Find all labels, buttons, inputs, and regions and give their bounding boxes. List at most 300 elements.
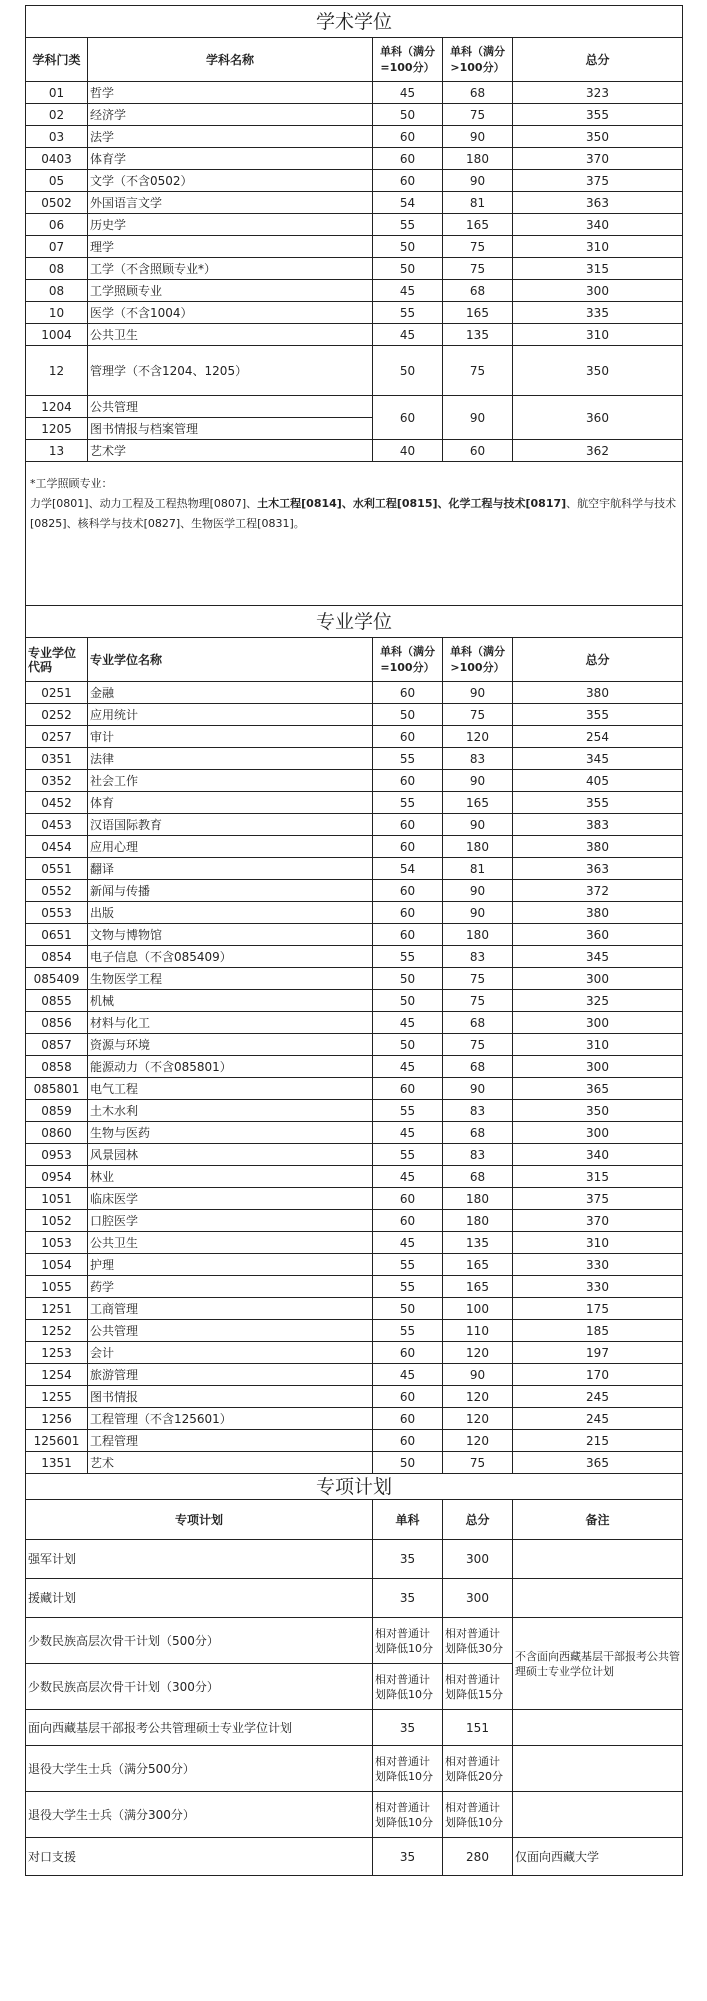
cell-total: 280 <box>443 1838 513 1876</box>
table-row <box>26 968 683 990</box>
table-row <box>26 1188 683 1210</box>
header-total: 总分 <box>513 38 683 82</box>
table-row <box>26 1746 683 1792</box>
cell-total: 151 <box>443 1710 513 1746</box>
table-row <box>26 170 683 192</box>
cell-code: 0257 <box>26 726 88 748</box>
cell-code: 1054 <box>26 1254 88 1276</box>
table-row <box>26 1100 683 1122</box>
cell-name: 口腔医学 <box>88 1210 373 1232</box>
table-row <box>26 258 683 280</box>
cell-name: 新闻与传播 <box>88 880 373 902</box>
cell-single-over-100: 120 <box>443 726 513 748</box>
cell-total: 323 <box>513 82 683 104</box>
table-row <box>26 1254 683 1276</box>
cell-code: 0552 <box>26 880 88 902</box>
professional-header-row <box>26 638 683 682</box>
cell-single-100: 45 <box>373 1166 443 1188</box>
cell-total: 372 <box>513 880 683 902</box>
cell-single-over-100: 75 <box>443 1452 513 1474</box>
cell-name: 艺术学 <box>88 440 373 462</box>
table-row <box>26 1579 683 1618</box>
cell-total: 375 <box>513 1188 683 1210</box>
cell-total: 330 <box>513 1276 683 1298</box>
cell-single-over-100: 75 <box>443 968 513 990</box>
header-single: 单科 <box>373 1500 443 1540</box>
cell-single-100: 60 <box>373 1408 443 1430</box>
cell-single-100: 60 <box>373 1342 443 1364</box>
cell-code: 02 <box>26 104 88 126</box>
cell-total: 310 <box>513 1232 683 1254</box>
cell-single-100: 55 <box>373 1320 443 1342</box>
cell-code: 08 <box>26 280 88 302</box>
cell-single-over-100: 180 <box>443 1188 513 1210</box>
cell-total: 相对普通计划降低20分 <box>443 1746 513 1792</box>
cell-total: 360 <box>513 924 683 946</box>
table-row <box>26 1276 683 1298</box>
cell-code: 0860 <box>26 1122 88 1144</box>
cell-name: 会计 <box>88 1342 373 1364</box>
cell-plan: 强军计划 <box>26 1540 373 1579</box>
header-degree-code: 专业学位 代码 <box>26 638 88 682</box>
cell-single-over-100: 68 <box>443 1056 513 1078</box>
table-row <box>26 1792 683 1838</box>
cell-name: 工学照顾专业 <box>88 280 373 302</box>
cell-single-100: 60 <box>373 726 443 748</box>
cell-single-100: 54 <box>373 192 443 214</box>
table-row <box>26 1298 683 1320</box>
table-row <box>26 280 683 302</box>
cell-total: 340 <box>513 1144 683 1166</box>
table-row <box>26 1618 683 1664</box>
cell-total: 254 <box>513 726 683 748</box>
cell-single-over-100: 81 <box>443 858 513 880</box>
table-row <box>26 880 683 902</box>
cell-name: 体育学 <box>88 148 373 170</box>
cell-single-100: 45 <box>373 1056 443 1078</box>
cell-name: 应用心理 <box>88 836 373 858</box>
cell-total: 380 <box>513 902 683 924</box>
table-row <box>26 1430 683 1452</box>
cell-single-100: 50 <box>373 346 443 396</box>
cell-plan: 少数民族高层次骨干计划（500分） <box>26 1618 373 1664</box>
cell-total: 300 <box>513 280 683 302</box>
cell-name: 社会工作 <box>88 770 373 792</box>
cell-name: 风景园林 <box>88 1144 373 1166</box>
cell-total: 170 <box>513 1364 683 1386</box>
cell-name: 应用统计 <box>88 704 373 726</box>
cell-single-100: 45 <box>373 280 443 302</box>
table-row <box>26 1122 683 1144</box>
table-row <box>26 126 683 148</box>
cell-name: 公共管理 <box>88 396 373 418</box>
cell-total: 300 <box>513 1122 683 1144</box>
cell-single-100: 60 <box>373 1188 443 1210</box>
special-plan-table <box>25 1473 683 1876</box>
cell-total: 相对普通计划降低10分 <box>443 1792 513 1838</box>
cell-total: 405 <box>513 770 683 792</box>
cell-name: 外国语言文学 <box>88 192 373 214</box>
cell-single-over-100: 83 <box>443 946 513 968</box>
cell-total: 363 <box>513 858 683 880</box>
cell-single-100: 60 <box>373 1430 443 1452</box>
cell-total: 365 <box>513 1452 683 1474</box>
cell-code: 06 <box>26 214 88 236</box>
cell-single-100: 60 <box>373 880 443 902</box>
cell-single: 35 <box>373 1838 443 1876</box>
cell-total: 310 <box>513 236 683 258</box>
cell-total: 325 <box>513 990 683 1012</box>
cell-single: 相对普通计划降低10分 <box>373 1618 443 1664</box>
cell-remark <box>513 1710 683 1746</box>
cell-name: 临床医学 <box>88 1188 373 1210</box>
cell-total: 300 <box>443 1579 513 1618</box>
cell-single-over-100: 60 <box>443 440 513 462</box>
cell-name: 电气工程 <box>88 1078 373 1100</box>
cell-single-over-100: 165 <box>443 302 513 324</box>
cell-single-100: 55 <box>373 748 443 770</box>
cell-single-100: 50 <box>373 1452 443 1474</box>
cell-name: 法律 <box>88 748 373 770</box>
cell-name: 工商管理 <box>88 1298 373 1320</box>
cell-single-over-100: 165 <box>443 1276 513 1298</box>
table-row <box>26 726 683 748</box>
cell-total: 355 <box>513 104 683 126</box>
table-row <box>26 236 683 258</box>
cell-total: 300 <box>513 1012 683 1034</box>
cell-single-100: 50 <box>373 1298 443 1320</box>
header-single-over-100: 单科（满分 >100分） <box>443 638 513 682</box>
cell-code: 0855 <box>26 990 88 1012</box>
cell-total: 383 <box>513 814 683 836</box>
cell-single-100: 60 <box>373 396 443 440</box>
cell-code: 0553 <box>26 902 88 924</box>
cell-total: 363 <box>513 192 683 214</box>
cell-total: 375 <box>513 170 683 192</box>
cell-code: 1052 <box>26 1210 88 1232</box>
cell-single-over-100: 90 <box>443 1364 513 1386</box>
cell-code: 01 <box>26 82 88 104</box>
cell-single-over-100: 120 <box>443 1430 513 1452</box>
cell-name: 工程管理（不含125601） <box>88 1408 373 1430</box>
cell-name: 生物医学工程 <box>88 968 373 990</box>
cell-single-over-100: 75 <box>443 104 513 126</box>
table-row <box>26 1210 683 1232</box>
table-row <box>26 1364 683 1386</box>
cell-name: 哲学 <box>88 82 373 104</box>
cell-code: 1004 <box>26 324 88 346</box>
cell-single-100: 60 <box>373 924 443 946</box>
table-row <box>26 990 683 1012</box>
cell-single: 35 <box>373 1540 443 1579</box>
cell-single-over-100: 83 <box>443 1144 513 1166</box>
cell-name: 图书情报 <box>88 1386 373 1408</box>
cell-name: 材料与化工 <box>88 1012 373 1034</box>
cell-single-over-100: 165 <box>443 792 513 814</box>
cell-single-100: 60 <box>373 1210 443 1232</box>
header-single-100: 单科（满分 =100分） <box>373 38 443 82</box>
cell-single-100: 45 <box>373 324 443 346</box>
cell-code: 0352 <box>26 770 88 792</box>
cell-single-over-100: 90 <box>443 902 513 924</box>
cell-name: 艺术 <box>88 1452 373 1474</box>
table-row <box>26 902 683 924</box>
cell-name: 体育 <box>88 792 373 814</box>
table-row <box>26 1386 683 1408</box>
cell-name: 公共卫生 <box>88 1232 373 1254</box>
cell-single-over-100: 90 <box>443 396 513 440</box>
cell-single-over-100: 83 <box>443 748 513 770</box>
cell-single-over-100: 75 <box>443 1034 513 1056</box>
special-header-row <box>26 1500 683 1540</box>
cell-name: 公共卫生 <box>88 324 373 346</box>
note-body: 力学[0801]、动力工程及工程热物理[0807]、土木工程[0814]、水利工程[0815]、化学工程与技术[0817]、航空宇航科学与技术[0825]、核科学与技术[0827]、生物医学工程[0831]。 <box>30 497 677 530</box>
cell-total: 相对普通计划降低15分 <box>443 1664 513 1710</box>
cell-total: 197 <box>513 1342 683 1364</box>
cell-name: 医学（不含1004） <box>88 302 373 324</box>
cell-single-over-100: 75 <box>443 990 513 1012</box>
cell-single-over-100: 120 <box>443 1342 513 1364</box>
cell-remark <box>513 1579 683 1618</box>
cell-single-over-100: 68 <box>443 280 513 302</box>
table-row <box>26 214 683 236</box>
cell-code: 0454 <box>26 836 88 858</box>
cell-code: 0954 <box>26 1166 88 1188</box>
table-row <box>26 682 683 704</box>
cell-total: 380 <box>513 682 683 704</box>
cell-code: 0856 <box>26 1012 88 1034</box>
cell-code: 1256 <box>26 1408 88 1430</box>
cell-single-100: 45 <box>373 1232 443 1254</box>
cell-single-100: 50 <box>373 990 443 1012</box>
table-row <box>26 192 683 214</box>
cell-single-100: 45 <box>373 1364 443 1386</box>
cell-code: 085801 <box>26 1078 88 1100</box>
cell-single-over-100: 90 <box>443 1078 513 1100</box>
cell-total: 370 <box>513 1210 683 1232</box>
cell-single-over-100: 165 <box>443 1254 513 1276</box>
cell-code: 07 <box>26 236 88 258</box>
cell-name: 汉语国际教育 <box>88 814 373 836</box>
cell-code: 1204 <box>26 396 88 418</box>
cell-total: 315 <box>513 1166 683 1188</box>
cell-name: 翻译 <box>88 858 373 880</box>
cell-single-100: 55 <box>373 1100 443 1122</box>
cell-single-100: 50 <box>373 258 443 280</box>
cell-code: 1205 <box>26 418 88 440</box>
cell-single: 相对普通计划降低10分 <box>373 1664 443 1710</box>
cell-single-100: 55 <box>373 1254 443 1276</box>
cell-single-over-100: 180 <box>443 924 513 946</box>
cell-code: 1255 <box>26 1386 88 1408</box>
cell-single-100: 55 <box>373 1144 443 1166</box>
table-row <box>26 104 683 126</box>
cell-name: 图书情报与档案管理 <box>88 418 373 440</box>
cell-single-over-100: 90 <box>443 814 513 836</box>
cell-code: 0953 <box>26 1144 88 1166</box>
cell-code: 1253 <box>26 1342 88 1364</box>
table-row <box>26 148 683 170</box>
cell-name: 工程管理 <box>88 1430 373 1452</box>
cell-single-100: 45 <box>373 1122 443 1144</box>
cell-code: 1254 <box>26 1364 88 1386</box>
cell-single-over-100: 81 <box>443 192 513 214</box>
table-row <box>26 396 683 418</box>
cell-single-100: 50 <box>373 968 443 990</box>
header-single-over-100: 单科（满分 >100分） <box>443 38 513 82</box>
cell-code: 0502 <box>26 192 88 214</box>
professional-title: 专业学位 <box>26 606 683 638</box>
cell-single: 相对普通计划降低10分 <box>373 1746 443 1792</box>
cell-code: 0858 <box>26 1056 88 1078</box>
cell-single-over-100: 165 <box>443 214 513 236</box>
cell-remark <box>513 1792 683 1838</box>
cell-single-over-100: 120 <box>443 1408 513 1430</box>
cell-single-100: 55 <box>373 946 443 968</box>
cell-code: 12 <box>26 346 88 396</box>
cell-code: 0351 <box>26 748 88 770</box>
cell-total: 350 <box>513 1100 683 1122</box>
cell-single-100: 55 <box>373 1276 443 1298</box>
cell-name: 药学 <box>88 1276 373 1298</box>
cell-total: 215 <box>513 1430 683 1452</box>
cell-single-over-100: 83 <box>443 1100 513 1122</box>
cell-total: 330 <box>513 1254 683 1276</box>
cell-total: 185 <box>513 1320 683 1342</box>
cell-total: 310 <box>513 1034 683 1056</box>
cell-total: 300 <box>513 968 683 990</box>
cell-name: 资源与环境 <box>88 1034 373 1056</box>
cell-single-100: 60 <box>373 836 443 858</box>
cell-code: 0453 <box>26 814 88 836</box>
table-row <box>26 440 683 462</box>
header-plan: 专项计划 <box>26 1500 373 1540</box>
cell-single-over-100: 75 <box>443 704 513 726</box>
table-row <box>26 324 683 346</box>
cell-total: 350 <box>513 126 683 148</box>
cell-name: 金融 <box>88 682 373 704</box>
professional-degree-table <box>25 605 683 1474</box>
cell-single-100: 60 <box>373 902 443 924</box>
cell-total: 350 <box>513 346 683 396</box>
cell-single-100: 50 <box>373 1034 443 1056</box>
table-row <box>26 1320 683 1342</box>
cell-code: 1055 <box>26 1276 88 1298</box>
table-row <box>26 1012 683 1034</box>
header-degree-name: 专业学位名称 <box>88 638 373 682</box>
cell-single-100: 50 <box>373 236 443 258</box>
cell-code: 0651 <box>26 924 88 946</box>
cell-total: 310 <box>513 324 683 346</box>
header-total: 总分 <box>513 638 683 682</box>
cell-single: 35 <box>373 1710 443 1746</box>
header-discipline-code: 学科门类 <box>26 38 88 82</box>
cell-single-over-100: 180 <box>443 1210 513 1232</box>
cell-total: 300 <box>513 1056 683 1078</box>
cell-code: 0551 <box>26 858 88 880</box>
cell-single-over-100: 90 <box>443 170 513 192</box>
cell-single-over-100: 90 <box>443 682 513 704</box>
table-row <box>26 302 683 324</box>
cell-single-100: 60 <box>373 148 443 170</box>
cell-code: 1351 <box>26 1452 88 1474</box>
cell-total: 315 <box>513 258 683 280</box>
cell-code: 13 <box>26 440 88 462</box>
cell-name: 文物与博物馆 <box>88 924 373 946</box>
cell-code: 085409 <box>26 968 88 990</box>
table-row <box>26 924 683 946</box>
cell-single-100: 60 <box>373 1078 443 1100</box>
table-row <box>26 1056 683 1078</box>
cell-code: 125601 <box>26 1430 88 1452</box>
cell-total: 365 <box>513 1078 683 1100</box>
cell-single-100: 55 <box>373 214 443 236</box>
cell-single-100: 60 <box>373 1386 443 1408</box>
special-title: 专项计划 <box>26 1474 683 1500</box>
cell-single-over-100: 68 <box>443 1012 513 1034</box>
cell-total: 300 <box>443 1540 513 1579</box>
academic-title: 学术学位 <box>26 6 683 38</box>
cell-plan: 对口支援 <box>26 1838 373 1876</box>
cell-name: 土木水利 <box>88 1100 373 1122</box>
cell-single: 相对普通计划降低10分 <box>373 1792 443 1838</box>
header-discipline-name: 学科名称 <box>88 38 373 82</box>
cell-code: 0854 <box>26 946 88 968</box>
cell-single-over-100: 68 <box>443 82 513 104</box>
cell-code: 0252 <box>26 704 88 726</box>
cell-name: 历史学 <box>88 214 373 236</box>
cell-total: 345 <box>513 748 683 770</box>
cell-remark: 不含面向西藏基层干部报考公共管理硕士专业学位计划 <box>513 1618 683 1710</box>
table-row <box>26 704 683 726</box>
cell-single-100: 60 <box>373 170 443 192</box>
cell-name: 能源动力（不含085801） <box>88 1056 373 1078</box>
header-single-100: 单科（满分 =100分） <box>373 638 443 682</box>
table-row <box>26 1166 683 1188</box>
cell-total: 335 <box>513 302 683 324</box>
cell-name: 出版 <box>88 902 373 924</box>
table-row <box>26 1144 683 1166</box>
cell-code: 03 <box>26 126 88 148</box>
cell-single-over-100: 135 <box>443 324 513 346</box>
cell-single-100: 45 <box>373 82 443 104</box>
table-row <box>26 1342 683 1364</box>
cell-name: 工学（不含照顾专业*） <box>88 258 373 280</box>
cell-total: 345 <box>513 946 683 968</box>
cell-name: 管理学（不含1204、1205） <box>88 346 373 396</box>
cell-code: 08 <box>26 258 88 280</box>
cell-name: 电子信息（不含085409） <box>88 946 373 968</box>
cell-name: 审计 <box>88 726 373 748</box>
cell-name: 经济学 <box>88 104 373 126</box>
cell-total: 380 <box>513 836 683 858</box>
table-row <box>26 346 683 396</box>
cell-single-100: 55 <box>373 792 443 814</box>
cell-remark <box>513 1540 683 1579</box>
cell-single-100: 40 <box>373 440 443 462</box>
academic-degree-table <box>25 5 683 606</box>
cell-plan: 援藏计划 <box>26 1579 373 1618</box>
cell-plan: 少数民族高层次骨干计划（300分） <box>26 1664 373 1710</box>
cell-single-100: 60 <box>373 682 443 704</box>
cell-plan: 面向西藏基层干部报考公共管理硕士专业学位计划 <box>26 1710 373 1746</box>
cell-single: 35 <box>373 1579 443 1618</box>
table-row <box>26 748 683 770</box>
cell-name: 公共管理 <box>88 1320 373 1342</box>
cell-single-100: 50 <box>373 704 443 726</box>
cell-code: 1051 <box>26 1188 88 1210</box>
cell-single-100: 50 <box>373 104 443 126</box>
